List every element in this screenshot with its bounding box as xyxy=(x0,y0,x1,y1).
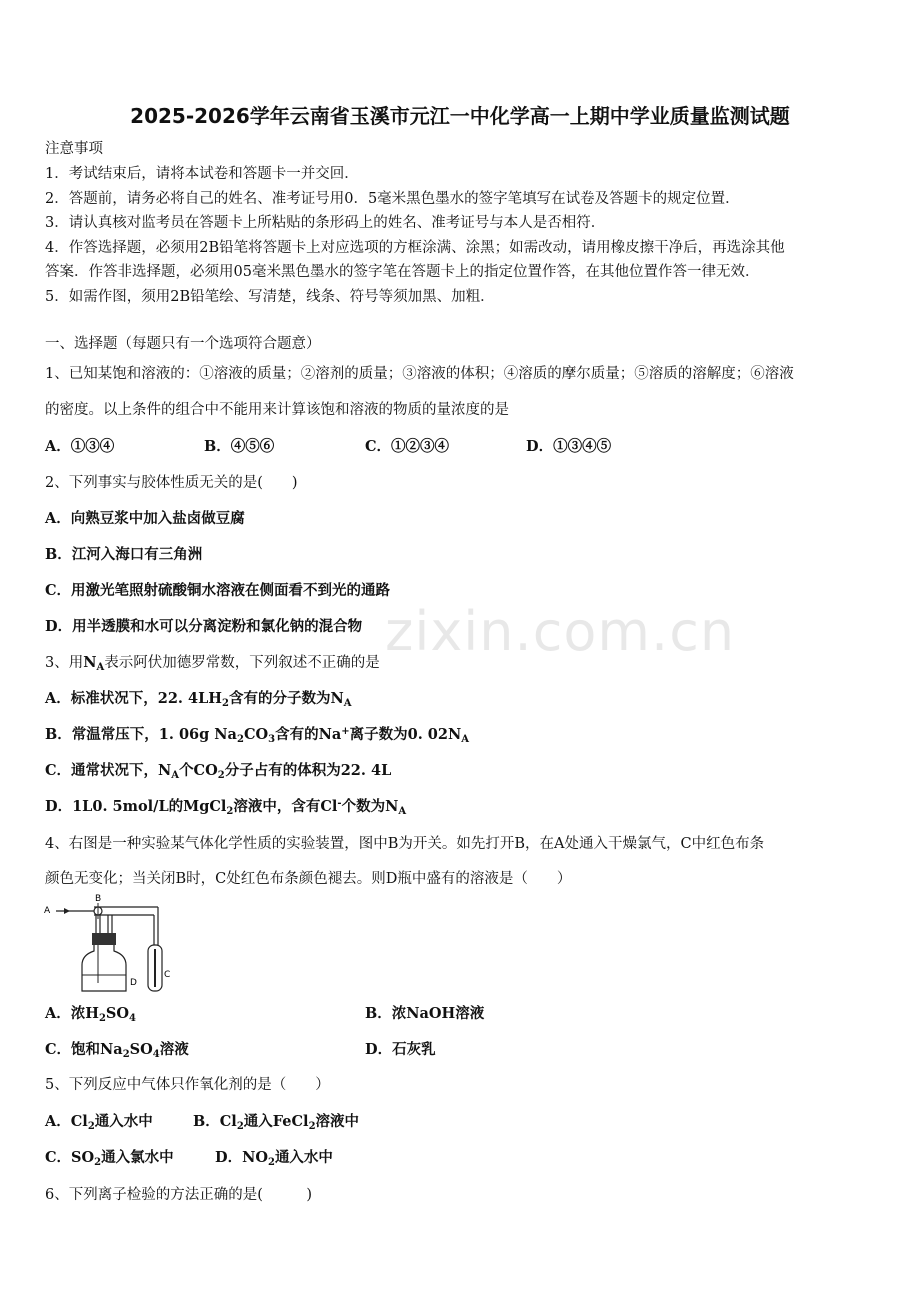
notice-item-4: 4．作答选择题，必须用2B铅笔将答题卡上对应选项的方框涂满、涂黑；如需改动，请用橡皮擦干净后，再选涂其他 xyxy=(45,240,785,256)
figure-label-c: C xyxy=(164,970,171,980)
q4-stem-line1: 4、右图是一种实验某气体化学性质的实验装置，图中B为开关。如先打开B，在A处通入干燥氯气，C中红色布条 xyxy=(45,836,765,852)
q5-option-b: B．$Cl_2$通入FeCl$_2$溶液中 xyxy=(193,1113,360,1132)
q2-option-d: D．用半透膜和水可以分离淀粉和氯化钠的混合物 xyxy=(45,618,363,635)
q3-option-d: D．1L0. 5mol/L的MgCl$_2$溶液中，含有Cl-个数为$N_A$ xyxy=(45,798,407,817)
q3-stem: 3、用$N_A$表示阿伏加德罗常数，下列叙述不正确的是 xyxy=(45,654,380,673)
q5-option-c: C．$SO_2$通入氯水中 xyxy=(45,1149,174,1168)
q3-option-c: C．通常状况下，$N_A$个$CO_2$分子占有的体积为22. 4L xyxy=(45,762,392,781)
q4-stem-line2: 颜色无变化；当关闭B时，C处红色布条颜色褪去。则D瓶中盛有的溶液是（ ） xyxy=(45,871,572,887)
q1-option-d: D．①③④⑤ xyxy=(526,438,612,455)
q4-option-c: C．饱和$Na_2SO_4$溶液 xyxy=(45,1041,189,1060)
q1-option-a: A．①③④ xyxy=(45,438,115,455)
q1-option-c: C．①②③④ xyxy=(365,438,450,455)
q2-option-b: B．江河入海口有三角洲 xyxy=(45,546,203,563)
notice-heading: 注意事项 xyxy=(45,141,103,157)
q6-stem: 6、下列离子检验的方法正确的是( ) xyxy=(45,1187,313,1203)
q5-option-a: A．$Cl_2$通入水中 xyxy=(45,1113,153,1132)
q1-stem-line1: 1、已知某饱和溶液的：①溶液的质量；②溶剂的质量；③溶液的体积；④溶质的摩尔质量；⑤溶质的溶解度；⑥溶液 xyxy=(45,366,794,382)
q2-option-c: C．用激光笔照射硫酸铜水溶液在侧面看不到光的通路 xyxy=(45,582,391,599)
page-title: 2025-2026学年云南省玉溪市元江一中化学高一上期中学业质量监测试题 xyxy=(130,104,790,128)
q4-option-a: A．浓$H_2SO_4$ xyxy=(45,1005,136,1024)
watermark: zixin.com.cn xyxy=(385,600,736,663)
q3-option-a: A．标准状况下，22. $4LH_2$含有的分子数为$N_A$ xyxy=(45,690,352,709)
section-heading: 一、选择题（每题只有一个选项符合题意） xyxy=(45,336,321,352)
figure-label-d: D xyxy=(130,978,137,988)
notice-item-2: 2．答题前，请务必将自己的姓名、准考证号用0．5毫米黑色墨水的签字笔填写在试卷及答题卡的规定位置． xyxy=(45,191,740,207)
q5-stem: 5、下列反应中气体只作氧化剂的是（ ） xyxy=(45,1077,330,1093)
notice-item-1: 1．考试结束后，请将本试卷和答题卡一并交回． xyxy=(45,166,359,182)
q1-stem-line2: 的密度。以上条件的组合中不能用来计算该饱和溶液的物质的量浓度的是 xyxy=(45,402,509,418)
figure-label-b: B xyxy=(95,894,102,904)
q2-stem: 2、下列事实与胶体性质无关的是( ) xyxy=(45,475,298,491)
notice-item-3: 3．请认真核对监考员在答题卡上所粘贴的条形码上的姓名、准考证号与本人是否相符． xyxy=(45,215,606,231)
notice-item-5: 5．如需作图，须用2B铅笔绘、写清楚，线条、符号等须加黑、加粗． xyxy=(45,289,495,305)
figure-label-a: A xyxy=(44,906,51,916)
q5-option-d: D．$NO_2$通入水中 xyxy=(215,1149,333,1168)
q3-option-b: B．常温常压下，1. 06g $Na_2CO_3$含有的Na+离子数为0. $02N_A$ xyxy=(45,726,470,745)
q2-option-a: A．向熟豆浆中加入盐卤做豆腐 xyxy=(45,510,245,527)
apparatus-figure xyxy=(42,893,182,995)
q1-option-b: B．④⑤⑥ xyxy=(204,438,275,455)
notice-item-4-cont: 答案．作答非选择题，必须用05毫米黑色墨水的签字笔在答题卡上的指定位置作答，在其他位置作答一律无效． xyxy=(45,264,760,280)
q4-option-d: D．石灰乳 xyxy=(365,1041,436,1058)
q4-option-b: B．浓NaOH溶液 xyxy=(365,1005,485,1022)
